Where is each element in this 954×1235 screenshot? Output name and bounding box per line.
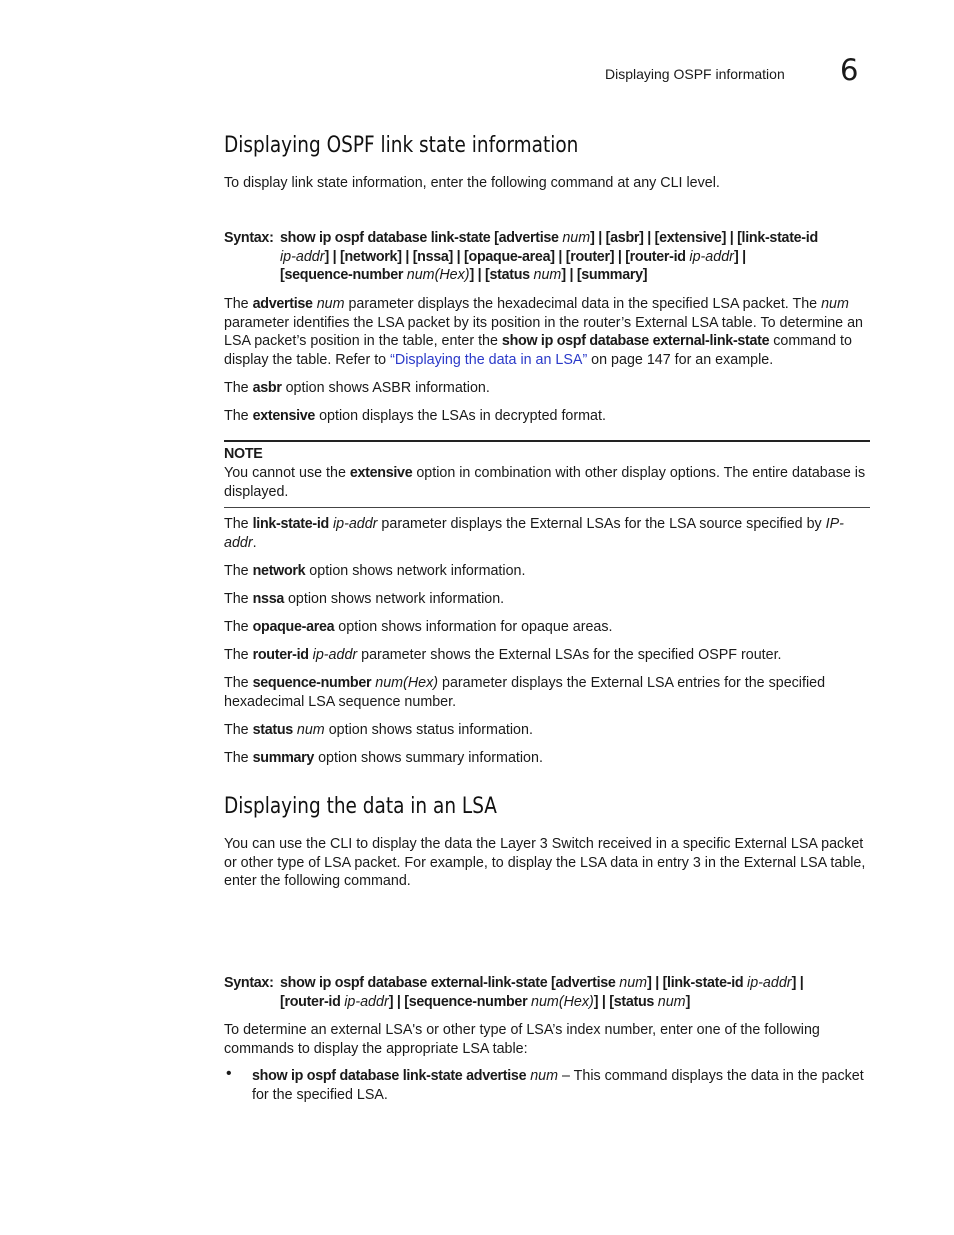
syntax-body — [280, 974, 870, 1011]
paragraph-sequence-number: The sequence-number num(Hex) parameter displays the External LSA entries for the specified hexadecimal LSA sequence number. — [224, 675, 826, 710]
section-heading-lsa-data: Displaying the data in an LSA — [224, 794, 497, 819]
paragraph-determine-index: To determine an external LSA's or other type of LSA’s index number, enter one of the following commands to display the appropriate LSA table: — [224, 1022, 820, 1057]
syntax-line-3: [sequence-number num(Hex)] | [status num] | [summary] — [280, 267, 648, 284]
syntax-line-1: show ip ospf database external-link-state [advertise num] | [link-state-id ip-addr] | — [280, 975, 804, 991]
chapter-number: 6 — [840, 53, 859, 87]
paragraph-asbr: The asbr option shows ASBR information. — [224, 380, 490, 396]
syntax-label: Syntax: — [224, 975, 274, 991]
paragraph-opaque-area: The opaque-area option shows information for opaque areas. — [224, 619, 613, 635]
paragraph-extensive: The extensive option displays the LSAs in decrypted format. — [224, 408, 606, 424]
syntax-label: Syntax: — [224, 230, 274, 246]
intro-paragraph — [224, 174, 870, 193]
note-box — [224, 440, 870, 508]
syntax-line-1: show ip ospf database link-state [advertise num] | [asbr] | [extensive] | [link-state-id — [280, 230, 818, 246]
section-heading-link-state: Displaying OSPF link state information — [224, 133, 579, 158]
intro-text: To display link state information, enter the following command at any CLI level. — [224, 175, 720, 191]
note-text: You cannot use the extensive option in combination with other display options. The entire database is displayed. — [224, 465, 866, 500]
running-header-title: Displaying OSPF information — [605, 66, 785, 82]
syntax-block-link-state — [224, 229, 870, 285]
paragraph-router-id: The router-id ip-addr parameter shows the External LSAs for the specified OSPF router. — [224, 647, 782, 663]
syntax-line-2: [router-id ip-addr] | [sequence-number num(Hex)] | [status num] — [280, 993, 691, 1010]
bullet-item: • show ip ospf database link-state advertise num – This command displays the data in the packet for the specified LSA. — [226, 1065, 864, 1103]
paragraph-link-state-id: The link-state-id ip-addr parameter displays the External LSAs for the LSA source specified by IP-addr. — [224, 516, 844, 551]
paragraph-nssa: The nssa option shows network information. — [224, 591, 505, 607]
paragraph-network: The network option shows network information. — [224, 563, 526, 579]
syntax-block-external-link-state — [224, 974, 870, 1011]
syntax-body — [280, 229, 870, 285]
bullet-icon: • — [226, 1065, 232, 1082]
paragraph-summary: The summary option shows summary information. — [224, 750, 543, 766]
syntax-line-2: ip-addr] | [network] | [nssa] | [opaque-area] | [router] | [router-id ip-addr] | — [280, 248, 746, 265]
paragraph-advertise: The advertise num parameter displays the hexadecimal data in the specified LSA packet. The num parameter identifies the LSA packet by its position in the router’s External LSA table. To determine an LSA packet’s position in the table, enter the show ip ospf database external-link-state command to display the table. Refer to “Displaying the data in an LSA” on page 147 for an example. — [224, 296, 863, 369]
cross-reference-link[interactable]: “Displaying the data in an LSA” — [390, 352, 588, 369]
note-label: NOTE — [224, 446, 263, 462]
paragraph-lsa-intro: You can use the CLI to display the data the Layer 3 Switch received in a specific External LSA packet or other type of LSA packet. For example, to display the LSA data in entry 3 in the External LSA table, enter the following command. — [224, 836, 866, 890]
paragraph-status: The status num option shows status information. — [224, 722, 533, 738]
